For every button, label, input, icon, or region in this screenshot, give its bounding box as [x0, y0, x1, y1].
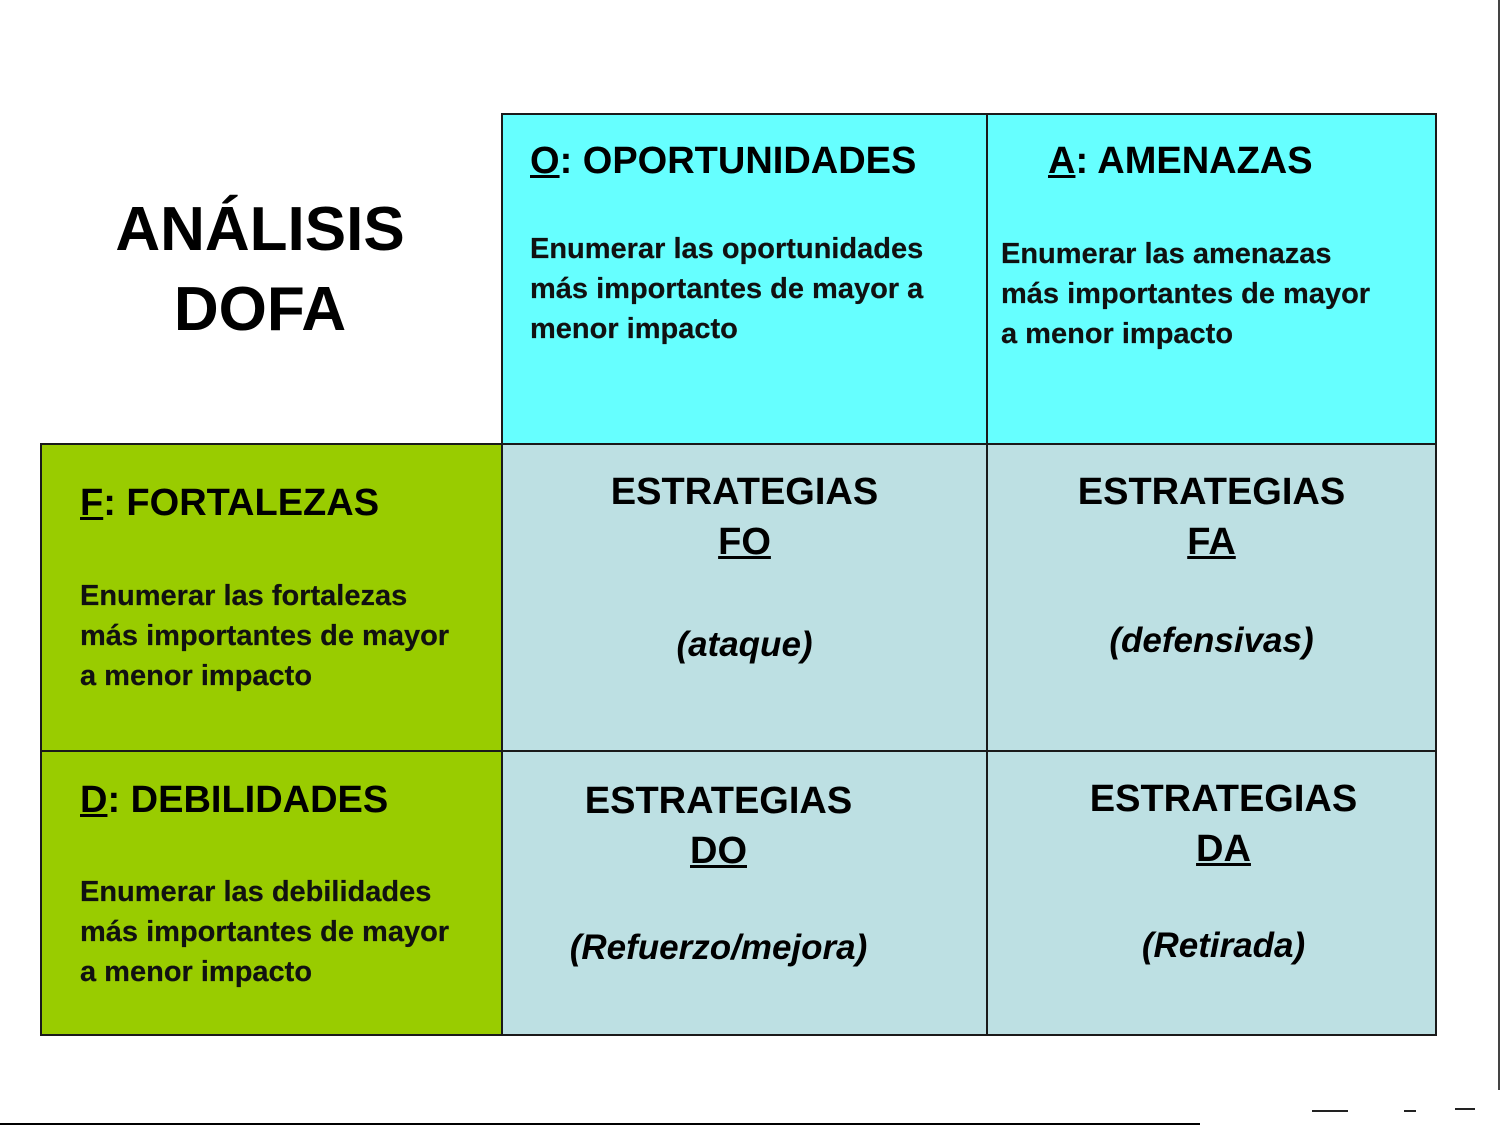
strategy-fo-code: FO	[718, 521, 771, 563]
strengths-cell	[40, 443, 503, 753]
threats-cell	[986, 113, 1437, 446]
strengths-desc-line-2: más importantes de mayor	[80, 620, 450, 652]
threats-heading-text: : AMENAZAS	[1075, 140, 1313, 182]
strategy-do-label: ESTRATEGIAS	[584, 780, 853, 822]
threats-desc-line-1: Enumerar las amenazas	[1001, 238, 1332, 270]
weaknesses-desc-line-2: más importantes de mayor	[80, 916, 450, 948]
weaknesses-heading	[80, 778, 388, 822]
strategy-da-code: DA	[1196, 828, 1251, 870]
strengths-letter: F	[80, 482, 104, 524]
threats-description	[1001, 234, 1370, 354]
opportunities-heading-text: : OPORTUNIDADES	[559, 140, 917, 182]
opportunities-cell	[501, 113, 988, 446]
threats-heading	[1048, 139, 1313, 183]
threats-letter: A	[1048, 140, 1076, 182]
right-border-line	[1498, 0, 1500, 1090]
strategy-da-label: ESTRATEGIAS	[1089, 778, 1358, 820]
strategy-fo-cell	[501, 443, 988, 753]
threats-desc-line-3: a menor impacto	[1001, 318, 1234, 350]
strategy-fa-cell	[986, 443, 1437, 753]
scan-mark	[1312, 1110, 1348, 1112]
strategy-fo	[503, 467, 986, 667]
strengths-desc-line-3: a menor impacto	[80, 660, 313, 692]
weaknesses-letter: D	[80, 779, 108, 821]
weaknesses-heading-text: : DEBILIDADES	[107, 779, 389, 821]
scan-mark	[1455, 1108, 1475, 1110]
strengths-description	[80, 576, 449, 696]
title-line-2: DOFA	[173, 275, 347, 344]
diagram-title	[60, 190, 460, 350]
strategy-fo-kind: (ataque)	[676, 625, 813, 664]
strengths-heading	[80, 481, 379, 525]
strategy-do-cell	[501, 750, 988, 1036]
strategy-da-cell	[986, 750, 1437, 1036]
strategy-do-code: DO	[690, 830, 747, 872]
opportunities-desc-line-3: menor impacto	[530, 313, 738, 345]
strengths-heading-text: : FORTALEZAS	[103, 482, 380, 524]
weaknesses-cell	[40, 750, 503, 1036]
strategy-fa-code: FA	[1187, 521, 1236, 563]
bottom-border-line	[0, 1123, 1200, 1125]
strategy-do-kind: (Refuerzo/mejora)	[569, 928, 868, 967]
strategy-fo-label: ESTRATEGIAS	[610, 471, 879, 513]
strategy-do	[477, 776, 960, 970]
weaknesses-desc-line-3: a menor impacto	[80, 956, 313, 988]
opportunities-desc-line-1: Enumerar las oportunidades	[530, 233, 924, 265]
weaknesses-desc-line-1: Enumerar las debilidades	[80, 876, 432, 908]
opportunities-desc-line-2: más importantes de mayor a	[530, 273, 924, 305]
strategy-fa-label: ESTRATEGIAS	[1077, 471, 1346, 513]
strategy-fa	[988, 467, 1435, 663]
scan-mark	[1404, 1110, 1416, 1112]
weaknesses-description	[80, 872, 449, 992]
opportunities-description	[530, 229, 923, 349]
title-line-1: ANÁLISIS	[115, 195, 405, 264]
strategy-da	[1000, 774, 1447, 968]
strategy-da-kind: (Retirada)	[1141, 926, 1306, 965]
strategy-fa-kind: (defensivas)	[1109, 621, 1314, 660]
threats-desc-line-2: más importantes de mayor	[1001, 278, 1371, 310]
opportunities-heading	[530, 139, 916, 183]
opportunities-letter: O	[530, 140, 560, 182]
strengths-desc-line-1: Enumerar las fortalezas	[80, 580, 408, 612]
